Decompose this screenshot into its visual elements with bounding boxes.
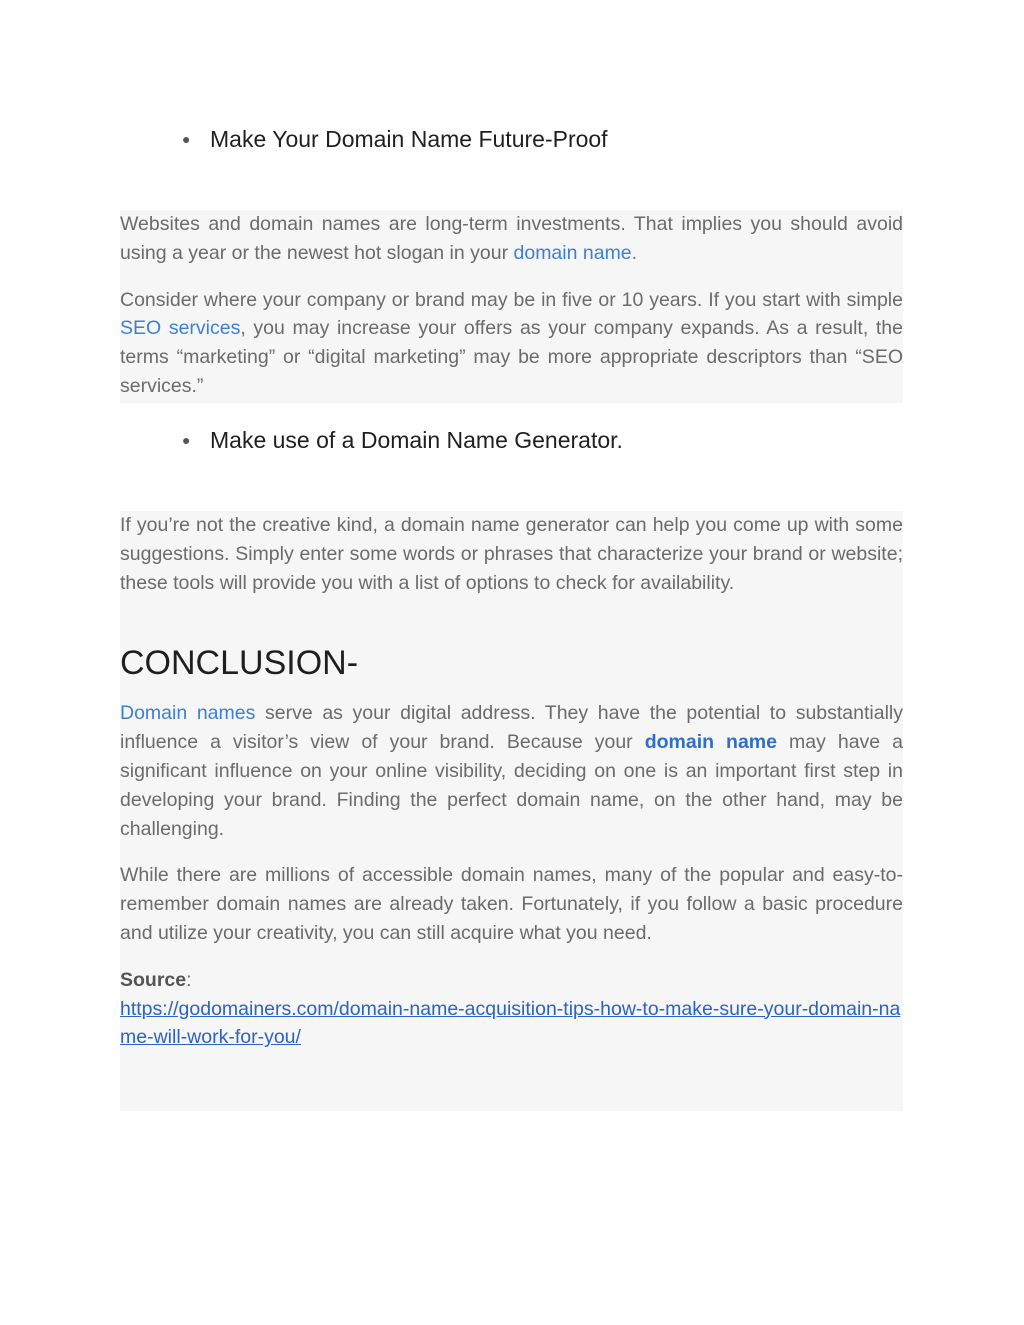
paragraph: If you’re not the creative kind, a domain name generator can help you come up with some suggestions. Simply enter some words or phrases that characterize your brand or website; these tools will provide you with a list of options to check for availability. xyxy=(120,514,903,594)
paragraph-text: serve as your digital address. They have the potential to substantially influence a visitor’s view of your brand. Because your xyxy=(120,702,903,754)
bullet-dot-icon: ● xyxy=(182,130,191,147)
source-colon: : xyxy=(186,968,192,991)
bullet-text: Make use of a Domain Name Generator. xyxy=(210,427,623,453)
bullet-item-future-proof xyxy=(182,124,608,156)
section-future-proof xyxy=(120,210,903,403)
conclusion-heading: CONCLUSION- xyxy=(120,644,359,683)
paragraph: While there are millions of accessible domain names, many of the popular and easy-to-remember domain names are already taken. Fortunately, if you follow a basic procedure and utilize your creativity, you can still acquire what you need. xyxy=(120,864,903,944)
bullet-item-generator xyxy=(182,425,623,457)
domain-name-bold-link[interactable]: domain name xyxy=(644,731,777,754)
source-line xyxy=(120,966,903,1052)
paragraph-text: , you may increase your offers as your company expands. As a result, the terms “marketing” or “digital marketing” may be more appropriate descriptors than “SEO services.” xyxy=(120,317,903,397)
source-url-link[interactable]: https://godomainers.com/domain-name-acquisition-tips-how-to-make-sure-your-domain-name-will-work-for-you/ xyxy=(120,997,901,1049)
bullet-text: Make Your Domain Name Future-Proof xyxy=(210,126,608,152)
paragraph-text: . xyxy=(631,241,638,264)
paragraph-text: Websites and domain names are long-term investments. That implies you should avoid using a year or the newest hot slogan in your xyxy=(120,213,903,264)
domain-names-link[interactable]: Domain names xyxy=(120,702,256,725)
section-conclusion xyxy=(120,511,903,1111)
paragraph xyxy=(120,286,903,401)
domain-name-link[interactable]: domain name xyxy=(513,241,632,264)
seo-services-link[interactable]: SEO services xyxy=(120,317,241,340)
paragraph xyxy=(120,210,903,268)
paragraph-text: may have a significant influence on your online visibility, deciding on one is an important first step in developing your brand. Finding the perfect domain name, on the other hand, may be challenging. xyxy=(120,731,903,840)
paragraph-text: Consider where your company or brand may be in five or 10 years. If you start with simple xyxy=(120,288,903,311)
source-label: Source xyxy=(120,968,187,991)
paragraph xyxy=(120,699,903,843)
bullet-dot-icon: ● xyxy=(182,431,191,448)
